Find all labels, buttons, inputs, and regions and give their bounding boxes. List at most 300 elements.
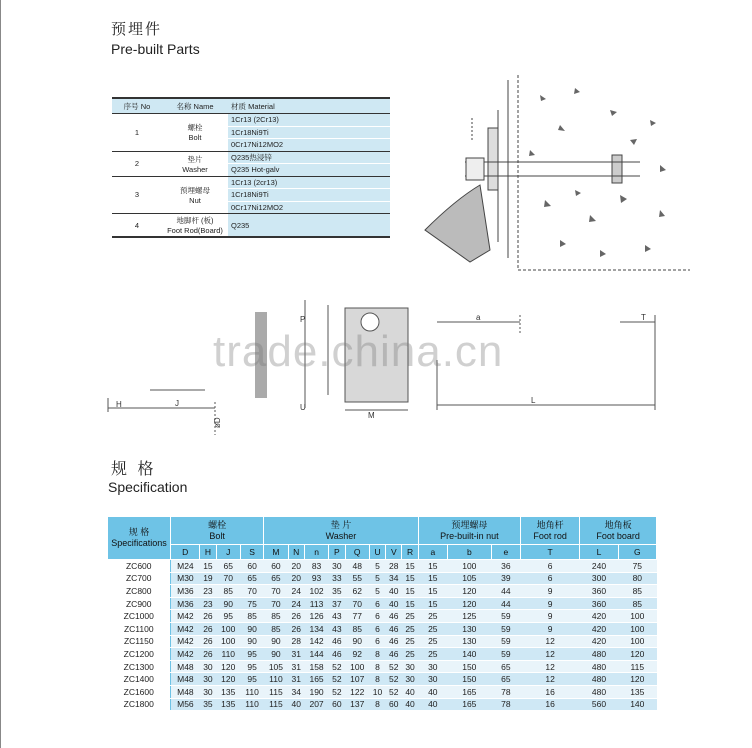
spec-value-cell: 15 [418,597,447,610]
parts-name-en: Foot Rod(Board) [167,226,223,235]
spec-value-cell: 15 [418,585,447,598]
spec-value-cell: 90 [264,635,288,648]
spec-value-cell: 85 [345,622,369,635]
spec-table-row [108,648,657,661]
spec-model-cell: ZC800 [108,585,171,598]
parts-col-material: 材质 Material [228,98,390,114]
spec-value-cell: 100 [345,660,369,673]
dim-label-l: L [531,396,536,405]
spec-model-cell: ZC1300 [108,660,171,673]
spec-value-cell: 60 [386,698,402,711]
spec-value-cell: 28 [288,635,304,648]
spec-value-cell: 9 [520,597,579,610]
spec-value-cell: 85 [264,610,288,623]
spec-column-header: Q [345,545,369,560]
spec-value-cell: 78 [491,685,520,698]
spec-value-cell: 43 [329,610,345,623]
spec-value-cell: 85 [618,585,656,598]
spec-group-cn: 地角杆 [536,519,564,530]
parts-material: Q235 Hot-galv [228,164,390,177]
spec-value-cell: 8 [369,698,385,711]
spec-column-header: n [304,545,328,560]
spec-column-header: U [369,545,385,560]
spec-value-cell: 40 [402,698,418,711]
spec-group-header [171,517,264,545]
dim-label-h: H [116,400,122,409]
spec-group-en: Foot board [596,530,640,541]
spec-column-header: R [402,545,418,560]
spec-value-cell: 8 [369,673,385,686]
spec-value-cell: 5 [369,572,385,585]
spec-value-cell: M42 [171,610,200,623]
parts-name-en: Nut [189,195,201,205]
watermark: trade.china.cn [213,327,504,376]
spec-value-cell: 120 [216,660,240,673]
parts-col-name: 名称 Name [162,98,228,114]
spec-value-cell: 9 [520,610,579,623]
spec-value-cell: 59 [491,635,520,648]
spec-value-cell: 39 [491,572,520,585]
spec-value-cell: 6 [369,635,385,648]
spec-value-cell: 25 [402,610,418,623]
spec-value-cell: 52 [386,660,402,673]
spec-value-cell: 120 [618,673,656,686]
spec-value-cell: 26 [200,622,216,635]
spec-value-cell: 30 [402,673,418,686]
parts-material: 1Cr13 (2Cr13) [228,114,390,127]
spec-value-cell: 83 [304,560,328,573]
concrete-aggregate [529,88,666,257]
spec-value-cell: 24 [288,585,304,598]
spec-table-row [108,635,657,648]
spec-value-cell: 33 [329,572,345,585]
spec-value-cell: 240 [580,560,618,573]
spec-value-cell: 6 [520,572,579,585]
spec-column-header: N [288,545,304,560]
spec-value-cell: 46 [386,610,402,623]
section-title-en: Pre-built Parts [111,41,200,57]
spec-value-cell: 110 [264,673,288,686]
spec-value-cell: 59 [491,610,520,623]
spec-value-cell: 46 [386,622,402,635]
spec-value-cell: 6 [369,610,385,623]
spec-value-cell: 30 [200,685,216,698]
spec-value-cell: 25 [418,635,447,648]
parts-material: 0Cr17Ni12MO2 [228,139,390,152]
spec-group-header [418,517,520,545]
parts-material: 0Cr17Ni12MO2 [228,201,390,214]
spec-value-cell: 15 [418,572,447,585]
spec-value-cell: 26 [288,610,304,623]
spec-value-cell: 40 [402,685,418,698]
spec-value-cell: 165 [447,698,491,711]
spec-value-cell: 300 [580,572,618,585]
spec-value-cell: 560 [580,698,618,711]
spec-value-cell: 15 [418,560,447,573]
spec-value-cell: 40 [418,685,447,698]
spec-value-cell: 135 [618,685,656,698]
spec-value-cell: 115 [618,660,656,673]
parts-no: 3 [112,176,162,214]
parts-col-no: 序号 No [112,98,162,114]
spec-value-cell: 134 [304,622,328,635]
spec-value-cell: 100 [447,560,491,573]
spec-value-cell: 77 [345,610,369,623]
spec-value-cell: 26 [200,635,216,648]
spec-value-cell: 26 [288,622,304,635]
spec-value-cell: M48 [171,660,200,673]
spec-model-cell: ZC1200 [108,648,171,661]
spec-value-cell: 15 [402,585,418,598]
spec-value-cell: 55 [345,572,369,585]
spec-value-cell: 25 [402,622,418,635]
spec-value-cell: 60 [240,560,263,573]
spec-value-cell: M24 [171,560,200,573]
spec-value-cell: 44 [491,585,520,598]
spec-value-cell: 130 [447,622,491,635]
spec-value-cell: 135 [216,698,240,711]
spec-table [107,516,657,711]
spec-value-cell: 70 [264,597,288,610]
spec-value-cell: 480 [580,660,618,673]
spec-group-header [580,517,657,545]
spec-value-cell: 135 [216,685,240,698]
spec-table-row [108,673,657,686]
spec-model-cell: ZC1800 [108,698,171,711]
spec-value-cell: 90 [264,648,288,661]
spec-value-cell: 360 [580,597,618,610]
spec-table-row [108,572,657,585]
spec-value-cell: 52 [386,673,402,686]
spec-group-cn: 垫 片 [330,519,352,530]
parts-name-en: Washer [182,164,208,174]
spec-value-cell: 34 [386,572,402,585]
spec-value-cell: 100 [216,635,240,648]
spec-value-cell: 6 [369,622,385,635]
dim-label-p: P [300,315,306,324]
spec-column-header: H [200,545,216,560]
spec-value-cell: 60 [264,560,288,573]
section-title-cn: 预埋件 [111,21,163,38]
spec-value-cell: 100 [618,610,656,623]
spec-title-cn: 规 格 [111,461,157,478]
spec-value-cell: 52 [329,673,345,686]
spec-value-cell: 85 [618,597,656,610]
dim-label-d: øD [213,417,222,428]
parts-material: Q235 [228,214,390,238]
spec-value-cell: 107 [345,673,369,686]
spec-table-row [108,585,657,598]
spec-value-cell: 80 [618,572,656,585]
spec-value-cell: 113 [304,597,328,610]
spec-value-cell: 26 [200,648,216,661]
spec-value-cell: 115 [264,698,288,711]
spec-value-cell: 59 [491,622,520,635]
spec-value-cell: 43 [329,622,345,635]
spec-value-cell: 37 [329,597,345,610]
spec-value-cell: M42 [171,622,200,635]
spec-value-cell: 65 [240,572,263,585]
spec-group-en: Foot rod [533,530,567,541]
spec-value-cell: 46 [386,648,402,661]
spec-value-cell: 23 [200,597,216,610]
spec-group-cn: 规 格 [128,527,150,537]
spec-model-cell: ZC1600 [108,685,171,698]
spec-value-cell: 30 [418,673,447,686]
spec-group-header [108,517,171,560]
spec-value-cell: 31 [288,648,304,661]
spec-value-cell: 100 [216,622,240,635]
spec-value-cell: 30 [329,560,345,573]
spec-value-cell: 165 [304,673,328,686]
parts-material: 1Cr18Ni9Ti [228,126,390,139]
spec-value-cell: 6 [369,597,385,610]
spec-value-cell: 70 [345,597,369,610]
spec-value-cell: 480 [580,648,618,661]
spec-value-cell: 93 [304,572,328,585]
spec-value-cell: 90 [240,622,263,635]
parts-name-cn: 垫片 [187,154,203,164]
spec-column-header: T [520,545,579,560]
spec-value-cell: 25 [402,635,418,648]
spec-table-row [108,610,657,623]
spec-value-cell: 12 [520,660,579,673]
spec-value-cell: 125 [447,610,491,623]
spec-value-cell: 120 [618,648,656,661]
spec-value-cell: 48 [345,560,369,573]
spec-value-cell: 110 [240,698,263,711]
spec-value-cell: 15 [402,572,418,585]
spec-column-header: L [580,545,618,560]
spec-value-cell: 420 [580,635,618,648]
spec-group-cn: 螺栓 [208,519,227,530]
spec-column-header: e [491,545,520,560]
spec-value-cell: 92 [345,648,369,661]
spec-value-cell: 52 [386,685,402,698]
spec-value-cell: 52 [329,660,345,673]
spec-group-header [264,517,418,545]
spec-column-header: G [618,545,656,560]
spec-value-cell: 52 [329,685,345,698]
spec-value-cell: 105 [447,572,491,585]
spec-value-cell: 75 [240,597,263,610]
spec-value-cell: 122 [345,685,369,698]
spec-value-cell: 158 [304,660,328,673]
spec-value-cell: 24 [288,597,304,610]
spec-table-row [108,560,657,573]
spec-group-en: Bolt [209,530,225,541]
spec-value-cell: 6 [520,560,579,573]
spec-value-cell: 420 [580,622,618,635]
spec-value-cell: 165 [447,685,491,698]
spec-value-cell: M42 [171,635,200,648]
spec-value-cell: 28 [386,560,402,573]
spec-value-cell: 85 [216,585,240,598]
spec-value-cell: 12 [520,648,579,661]
spec-value-cell: 26 [200,610,216,623]
spec-value-cell: 8 [369,660,385,673]
spec-value-cell: 46 [329,635,345,648]
spec-value-cell: 480 [580,673,618,686]
spec-value-cell: 70 [240,585,263,598]
spec-model-cell: ZC1400 [108,673,171,686]
spec-value-cell: 12 [520,635,579,648]
parts-no: 2 [112,151,162,176]
spec-value-cell: 110 [240,685,263,698]
spec-column-header: b [447,545,491,560]
spec-value-cell: 40 [386,597,402,610]
parts-name-cn: 地脚杆 (板) [176,216,214,225]
dim-label-j: J [175,399,179,408]
spec-value-cell: 44 [491,597,520,610]
parts-name-en: Bolt [188,133,202,143]
spec-value-cell: 102 [304,585,328,598]
spec-value-cell: 9 [520,622,579,635]
spec-value-cell: 62 [345,585,369,598]
spec-value-cell: M42 [171,648,200,661]
spec-table-row [108,622,657,635]
spec-value-cell: 9 [520,585,579,598]
spec-value-cell: 360 [580,585,618,598]
spec-model-cell: ZC1100 [108,622,171,635]
spec-value-cell: 95 [240,648,263,661]
spec-group-cn: 预埋螺母 [451,519,488,530]
spec-model-cell: ZC600 [108,560,171,573]
spec-column-header: D [171,545,200,560]
spec-value-cell: 46 [329,648,345,661]
spec-value-cell: 142 [304,635,328,648]
spec-value-cell: 19 [200,572,216,585]
spec-value-cell: 5 [369,585,385,598]
parts-material: 1Cr13 (2cr13) [228,176,390,189]
spec-value-cell: 25 [418,622,447,635]
spec-value-cell: 150 [447,660,491,673]
spec-value-cell: 190 [304,685,328,698]
parts-name-cn: 预埋螺母 [180,185,210,195]
spec-value-cell: 105 [264,660,288,673]
spec-value-cell: 35 [329,585,345,598]
spec-value-cell: 480 [580,685,618,698]
spec-value-cell: 5 [369,560,385,573]
spec-value-cell: 40 [288,698,304,711]
spec-value-cell: 25 [418,648,447,661]
spec-value-cell: 31 [288,673,304,686]
spec-value-cell: 78 [491,698,520,711]
spec-model-cell: ZC1150 [108,635,171,648]
spec-group-cn: 地角板 [604,519,632,530]
spec-column-header: a [418,545,447,560]
spec-column-header: J [216,545,240,560]
spec-value-cell: 150 [447,673,491,686]
spec-value-cell: 30 [402,660,418,673]
spec-table-row [108,660,657,673]
parts-no: 4 [112,214,162,238]
parts-no: 1 [112,114,162,152]
spec-value-cell: 25 [402,648,418,661]
spec-value-cell: 16 [520,698,579,711]
spec-value-cell: 90 [345,635,369,648]
spec-value-cell: 65 [491,660,520,673]
spec-value-cell: M56 [171,698,200,711]
spec-table-row [108,698,657,711]
spec-value-cell: 90 [240,635,263,648]
spec-value-cell: 65 [216,560,240,573]
spec-value-cell: 40 [418,698,447,711]
spec-model-cell: ZC1000 [108,610,171,623]
spec-value-cell: 95 [240,660,263,673]
spec-value-cell: 10 [369,685,385,698]
spec-value-cell: 15 [402,597,418,610]
spec-model-cell: ZC900 [108,597,171,610]
spec-value-cell: 8 [369,648,385,661]
spec-value-cell: 420 [580,610,618,623]
spec-table-row [108,597,657,610]
parts-material: 1Cr18Ni9Ti [228,189,390,202]
spec-column-header: V [386,545,402,560]
spec-value-cell: 140 [447,648,491,661]
spec-group-header [520,517,579,545]
spec-value-cell: 95 [216,610,240,623]
spec-value-cell: 70 [216,572,240,585]
spec-value-cell: 144 [304,648,328,661]
spec-value-cell: 12 [520,673,579,686]
spec-value-cell: 70 [264,585,288,598]
parts-material: Q235热浸锌 [228,151,390,164]
spec-column-header: P [329,545,345,560]
spec-title-en: Specification [108,479,188,495]
spec-value-cell: 15 [200,560,216,573]
spec-value-cell: 20 [288,560,304,573]
spec-value-cell: 75 [618,560,656,573]
spec-value-cell: M48 [171,673,200,686]
spec-value-cell: 16 [520,685,579,698]
spec-value-cell: 126 [304,610,328,623]
spec-value-cell: 140 [618,698,656,711]
dim-label-t: T [641,313,646,322]
spec-value-cell: 90 [216,597,240,610]
spec-value-cell: 40 [386,585,402,598]
spec-value-cell: 36 [491,560,520,573]
spec-value-cell: 137 [345,698,369,711]
spec-value-cell: 120 [216,673,240,686]
spec-value-cell: 34 [288,685,304,698]
spec-value-cell: 120 [447,597,491,610]
spec-value-cell: 25 [418,610,447,623]
spec-value-cell: M36 [171,597,200,610]
spec-model-cell: ZC700 [108,572,171,585]
spec-value-cell: M30 [171,572,200,585]
parts-name-cn: 螺栓 [187,123,203,133]
spec-value-cell: 85 [264,622,288,635]
spec-value-cell: 31 [288,660,304,673]
spec-value-cell: M48 [171,685,200,698]
spec-group-en: Pre-built-in nut [440,530,499,541]
spec-column-header: S [240,545,263,560]
spec-value-cell: 23 [200,585,216,598]
spec-value-cell: 30 [418,660,447,673]
spec-value-cell: 115 [264,685,288,698]
spec-value-cell: 130 [447,635,491,648]
dim-label-a: a [476,313,481,322]
spec-value-cell: 20 [288,572,304,585]
spec-value-cell: 85 [240,610,263,623]
spec-value-cell: 110 [216,648,240,661]
spec-value-cell: 100 [618,622,656,635]
spec-value-cell: 46 [386,635,402,648]
dim-label-m: M [368,411,375,420]
spec-value-cell: 15 [402,560,418,573]
spec-value-cell: 65 [264,572,288,585]
